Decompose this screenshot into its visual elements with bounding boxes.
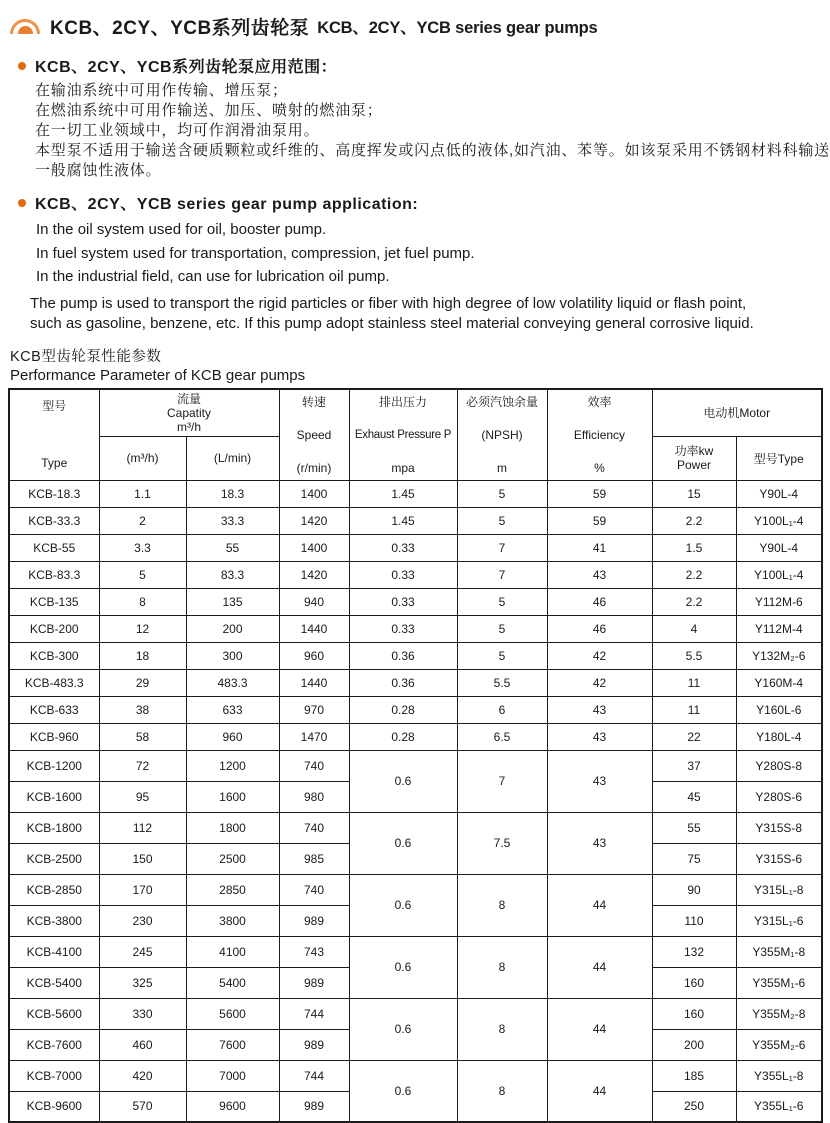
header-capacity-m3h: (m³/h) <box>99 437 186 480</box>
table-cell: 0.33 <box>349 615 457 642</box>
table-cell: KCB-7000 <box>9 1060 99 1091</box>
table-cell: 483.3 <box>186 669 279 696</box>
table-cell: 3.3 <box>99 534 186 561</box>
table-cell: KCB-83.3 <box>9 561 99 588</box>
bullet-icon <box>18 199 26 207</box>
table-cell: 46 <box>547 588 652 615</box>
table-cell: KCB-9600 <box>9 1091 99 1122</box>
table-cell: 1800 <box>186 812 279 843</box>
table-cell: 0.6 <box>349 998 457 1060</box>
table-row <box>9 723 822 750</box>
table-cell: 4 <box>652 615 736 642</box>
table-cell: 1.45 <box>349 480 457 507</box>
table-cell: 5600 <box>186 998 279 1029</box>
table-cell: 0.6 <box>349 874 457 936</box>
page-title-en: KCB、2CY、YCB series gear pumps <box>317 14 597 38</box>
table-cell: 960 <box>186 723 279 750</box>
application-cn-body <box>35 81 830 181</box>
table-cell: 1440 <box>279 615 349 642</box>
application-cn-heading <box>18 54 822 77</box>
table-cell: 744 <box>279 1060 349 1091</box>
table-cell: 200 <box>652 1029 736 1060</box>
table-cell: 9600 <box>186 1091 279 1122</box>
application-en-paragraph: The pump is used to transport the rigid particles or fiber with high degree of low volatility liquid or flash point, such as gasoline, benzene, etc. If this pump adopt stainless steel material conveying general corrosive liquid. <box>30 294 762 334</box>
table-cell: 230 <box>99 905 186 936</box>
table-cell: Y160L-6 <box>736 696 822 723</box>
table-cell: 989 <box>279 1091 349 1122</box>
table-row <box>9 936 822 967</box>
table-cell: 1400 <box>279 534 349 561</box>
table-cell: Y355M₁-6 <box>736 967 822 998</box>
application-en-heading-text: KCB、2CY、YCB series gear pump application: <box>35 191 418 214</box>
table-cell: Y355L₁-8 <box>736 1060 822 1091</box>
table-cell: 5.5 <box>652 642 736 669</box>
header-power <box>652 437 736 480</box>
table-cell: 110 <box>652 905 736 936</box>
table-cell: 43 <box>547 696 652 723</box>
table-cell: 6 <box>457 696 547 723</box>
table-cell: 0.33 <box>349 534 457 561</box>
header-npsh <box>457 389 547 481</box>
header-motor-type: 型号Type <box>736 437 822 480</box>
text-line: 在输油系统中可用作传输、增压泵； <box>35 81 830 101</box>
table-cell: Y100L₁-4 <box>736 561 822 588</box>
table-cell: 8 <box>457 1060 547 1122</box>
table-cell: Y180L-4 <box>736 723 822 750</box>
header-model-en: Type <box>10 457 99 470</box>
table-cell: 980 <box>279 781 349 812</box>
table-cell: 46 <box>547 615 652 642</box>
application-en-heading <box>18 191 822 214</box>
table-cell: 0.36 <box>349 669 457 696</box>
table-cell: 985 <box>279 843 349 874</box>
header-pressure-unit: mpa <box>350 462 457 475</box>
table-cell: 2.2 <box>652 561 736 588</box>
header-speed-en: Speed <box>280 429 349 442</box>
table-cell: 3800 <box>186 905 279 936</box>
table-cell: 55 <box>186 534 279 561</box>
table-cell: 0.28 <box>349 696 457 723</box>
table-cell: 245 <box>99 936 186 967</box>
table-cell: 22 <box>652 723 736 750</box>
header-power-en: Power <box>653 458 736 472</box>
header-power-cn: 功率kw <box>653 444 736 458</box>
table-cell: 0.6 <box>349 1060 457 1122</box>
section-application-en <box>8 191 822 334</box>
table-cell: 740 <box>279 750 349 781</box>
table-cell: 42 <box>547 642 652 669</box>
table-cell: 420 <box>99 1060 186 1091</box>
table-cell: Y355M₂-8 <box>736 998 822 1029</box>
table-cell: Y160M-4 <box>736 669 822 696</box>
table-cell: 2850 <box>186 874 279 905</box>
table-cell: 1400 <box>279 480 349 507</box>
table-cell: 744 <box>279 998 349 1029</box>
table-cell: KCB-2500 <box>9 843 99 874</box>
table-titles <box>10 348 822 385</box>
table-cell: 940 <box>279 588 349 615</box>
table-cell: Y132M₂-6 <box>736 642 822 669</box>
table-cell: KCB-55 <box>9 534 99 561</box>
table-cell: KCB-5600 <box>9 998 99 1029</box>
table-cell: KCB-33.3 <box>9 507 99 534</box>
table-cell: Y90L-4 <box>736 534 822 561</box>
table-cell: Y280S-6 <box>736 781 822 812</box>
table-cell: KCB-200 <box>9 615 99 642</box>
page-title-cn: KCB、2CY、YCB系列齿轮泵 <box>50 13 309 40</box>
table-cell: 41 <box>547 534 652 561</box>
header-efficiency <box>547 389 652 481</box>
table-cell: 43 <box>547 723 652 750</box>
table-cell: KCB-4100 <box>9 936 99 967</box>
table-cell: 2500 <box>186 843 279 874</box>
table-cell: Y112M-4 <box>736 615 822 642</box>
table-cell: 7 <box>457 561 547 588</box>
table-cell: 43 <box>547 812 652 874</box>
application-en-body <box>36 218 822 289</box>
table-cell: 570 <box>99 1091 186 1122</box>
table-cell: 5 <box>457 507 547 534</box>
table-cell: 15 <box>652 480 736 507</box>
table-cell: 4100 <box>186 936 279 967</box>
table-cell: KCB-1600 <box>9 781 99 812</box>
table-cell: 44 <box>547 936 652 998</box>
table-title-cn: KCB型齿轮泵性能参数 <box>10 348 822 366</box>
table-cell: 1200 <box>186 750 279 781</box>
text-line: 在燃油系统中可用作输送、加压、喷射的燃油泵； <box>35 101 830 121</box>
header-capacity-unit: m³/h <box>100 420 279 434</box>
table-cell: 55 <box>652 812 736 843</box>
table-row <box>9 534 822 561</box>
table-cell: 970 <box>279 696 349 723</box>
table-cell: 83.3 <box>186 561 279 588</box>
header-efficiency-en: Efficiency <box>548 429 652 442</box>
table-cell: KCB-1800 <box>9 812 99 843</box>
table-cell: 740 <box>279 874 349 905</box>
header-efficiency-unit: % <box>548 462 652 475</box>
table-row <box>9 507 822 534</box>
table-cell: 5400 <box>186 967 279 998</box>
table-cell: Y90L-4 <box>736 480 822 507</box>
table-cell: KCB-5400 <box>9 967 99 998</box>
table-cell: 75 <box>652 843 736 874</box>
header-efficiency-cn: 效率 <box>548 396 652 409</box>
table-cell: 1600 <box>186 781 279 812</box>
table-cell: 1.1 <box>99 480 186 507</box>
table-title-en: Performance Parameter of KCB gear pumps <box>10 366 822 385</box>
table-cell: 460 <box>99 1029 186 1060</box>
table-cell: Y100L₁-4 <box>736 507 822 534</box>
table-cell: KCB-483.3 <box>9 669 99 696</box>
header-pressure-en: Exhaust Pressure P <box>350 429 457 442</box>
table-cell: 5 <box>99 561 186 588</box>
table-cell: 0.6 <box>349 750 457 812</box>
table-cell: 1420 <box>279 561 349 588</box>
table-cell: Y315L₁-6 <box>736 905 822 936</box>
table-cell: 18 <box>99 642 186 669</box>
table-cell: KCB-7600 <box>9 1029 99 1060</box>
table-cell: 0.28 <box>349 723 457 750</box>
table-cell: 42 <box>547 669 652 696</box>
header-npsh-unit: m <box>458 462 547 475</box>
table-cell: 18.3 <box>186 480 279 507</box>
table-cell: 300 <box>186 642 279 669</box>
text-line: In the oil system used for oil, booster pump. <box>36 218 822 242</box>
table-cell: 112 <box>99 812 186 843</box>
header-npsh-cn: 必须汽蚀余量 <box>458 396 547 409</box>
table-cell: 150 <box>99 843 186 874</box>
table-cell: KCB-3800 <box>9 905 99 936</box>
table-cell: Y315S-6 <box>736 843 822 874</box>
table-cell: 8 <box>457 936 547 998</box>
table-cell: 8 <box>457 998 547 1060</box>
text-line: In fuel system used for transportation, compression, jet fuel pump. <box>36 242 822 266</box>
table-cell: 1420 <box>279 507 349 534</box>
table-row <box>9 812 822 843</box>
table-cell: 90 <box>652 874 736 905</box>
table-cell: 95 <box>99 781 186 812</box>
rainbow-arc-inner <box>18 26 33 34</box>
table-cell: 5 <box>457 588 547 615</box>
header-pressure <box>349 389 457 481</box>
table-cell: 330 <box>99 998 186 1029</box>
text-line: 本型泵不适用于输送含硬质颗粒或纤维的、高度挥发或闪点低的液体,如汽油、苯等。如该泵采用不锈钢材料科输送一般腐蚀性液体。 <box>35 141 830 181</box>
table-cell: 0.33 <box>349 561 457 588</box>
table-cell: KCB-135 <box>9 588 99 615</box>
table-cell: 43 <box>547 561 652 588</box>
table-cell: 7000 <box>186 1060 279 1091</box>
section-application-cn <box>8 54 822 181</box>
header-speed <box>279 389 349 481</box>
header-speed-unit: (r/min) <box>280 462 349 475</box>
table-cell: 5 <box>457 615 547 642</box>
table-cell: 38 <box>99 696 186 723</box>
header-capacity-group <box>99 389 279 437</box>
header-pressure-cn: 排出压力 <box>350 396 457 409</box>
application-cn-heading-text: KCB、2CY、YCB系列齿轮泵应用范围： <box>35 54 337 77</box>
table-cell: 200 <box>186 615 279 642</box>
text-line: 在一切工业领域中，均可作润滑油泵用。 <box>35 121 830 141</box>
table-cell: 633 <box>186 696 279 723</box>
table-cell: Y355M₁-8 <box>736 936 822 967</box>
header-model <box>9 389 99 481</box>
table-cell: 0.6 <box>349 812 457 874</box>
performance-table <box>8 388 823 1123</box>
table-cell: 29 <box>99 669 186 696</box>
table-row <box>9 998 822 1029</box>
table-row <box>9 561 822 588</box>
table-cell: 6.5 <box>457 723 547 750</box>
table-cell: 170 <box>99 874 186 905</box>
table-cell: 325 <box>99 967 186 998</box>
table-cell: 185 <box>652 1060 736 1091</box>
table-cell: 7 <box>457 534 547 561</box>
table-cell: 12 <box>99 615 186 642</box>
table-cell: 33.3 <box>186 507 279 534</box>
table-cell: KCB-1200 <box>9 750 99 781</box>
table-cell: KCB-18.3 <box>9 480 99 507</box>
table-row <box>9 642 822 669</box>
table-cell: KCB-300 <box>9 642 99 669</box>
header-npsh-en: (NPSH) <box>458 429 547 442</box>
table-cell: 2.2 <box>652 507 736 534</box>
table-cell: 11 <box>652 669 736 696</box>
table-cell: 59 <box>547 507 652 534</box>
table-cell: 5 <box>457 480 547 507</box>
table-cell: 7.5 <box>457 812 547 874</box>
table-cell: 5 <box>457 642 547 669</box>
table-cell: 44 <box>547 874 652 936</box>
header-capacity-lmin: (L/min) <box>186 437 279 480</box>
table-row <box>9 696 822 723</box>
table-cell: Y355L₁-6 <box>736 1091 822 1122</box>
table-cell: 7 <box>457 750 547 812</box>
table-cell: KCB-633 <box>9 696 99 723</box>
table-cell: 0.33 <box>349 588 457 615</box>
table-cell: Y355M₂-6 <box>736 1029 822 1060</box>
performance-table-body <box>9 480 822 1122</box>
table-cell: 8 <box>99 588 186 615</box>
table-cell: 960 <box>279 642 349 669</box>
rainbow-arc-icon <box>10 18 40 34</box>
table-cell: Y315S-8 <box>736 812 822 843</box>
header-speed-cn: 转速 <box>280 396 349 409</box>
header-capacity-cn: 流量 <box>100 392 279 406</box>
table-cell: 1.45 <box>349 507 457 534</box>
table-row <box>9 750 822 781</box>
page-header <box>10 12 822 40</box>
bullet-icon <box>18 62 26 70</box>
table-cell: 44 <box>547 998 652 1060</box>
table-cell: 45 <box>652 781 736 812</box>
table-cell: Y315L₁-8 <box>736 874 822 905</box>
table-cell: 743 <box>279 936 349 967</box>
table-cell: 0.36 <box>349 642 457 669</box>
table-cell: 58 <box>99 723 186 750</box>
table-cell: 132 <box>652 936 736 967</box>
table-cell: 2 <box>99 507 186 534</box>
table-row <box>9 480 822 507</box>
table-cell: KCB-2850 <box>9 874 99 905</box>
table-cell: 740 <box>279 812 349 843</box>
table-row <box>9 588 822 615</box>
header-capacity-en: Capatity <box>100 406 279 420</box>
table-row <box>9 1060 822 1091</box>
table-cell: 72 <box>99 750 186 781</box>
table-cell: Y280S-8 <box>736 750 822 781</box>
table-cell: 989 <box>279 967 349 998</box>
table-cell: 989 <box>279 905 349 936</box>
table-cell: 160 <box>652 998 736 1029</box>
table-cell: Y112M-6 <box>736 588 822 615</box>
text-line: In the industrial field, can use for lubrication oil pump. <box>36 265 822 289</box>
table-cell: 989 <box>279 1029 349 1060</box>
table-cell: 1470 <box>279 723 349 750</box>
table-row <box>9 874 822 905</box>
table-row <box>9 615 822 642</box>
header-motor-group: 电动机Motor <box>652 389 822 437</box>
table-cell: KCB-960 <box>9 723 99 750</box>
table-cell: 160 <box>652 967 736 998</box>
table-cell: 1440 <box>279 669 349 696</box>
table-cell: 43 <box>547 750 652 812</box>
table-cell: 7600 <box>186 1029 279 1060</box>
table-cell: 8 <box>457 874 547 936</box>
table-cell: 59 <box>547 480 652 507</box>
table-cell: 2.2 <box>652 588 736 615</box>
table-cell: 0.6 <box>349 936 457 998</box>
table-cell: 1.5 <box>652 534 736 561</box>
header-model-cn: 型号 <box>10 400 99 413</box>
table-cell: 44 <box>547 1060 652 1122</box>
table-cell: 37 <box>652 750 736 781</box>
table-cell: 5.5 <box>457 669 547 696</box>
table-cell: 11 <box>652 696 736 723</box>
table-cell: 250 <box>652 1091 736 1122</box>
table-cell: 135 <box>186 588 279 615</box>
table-row <box>9 669 822 696</box>
